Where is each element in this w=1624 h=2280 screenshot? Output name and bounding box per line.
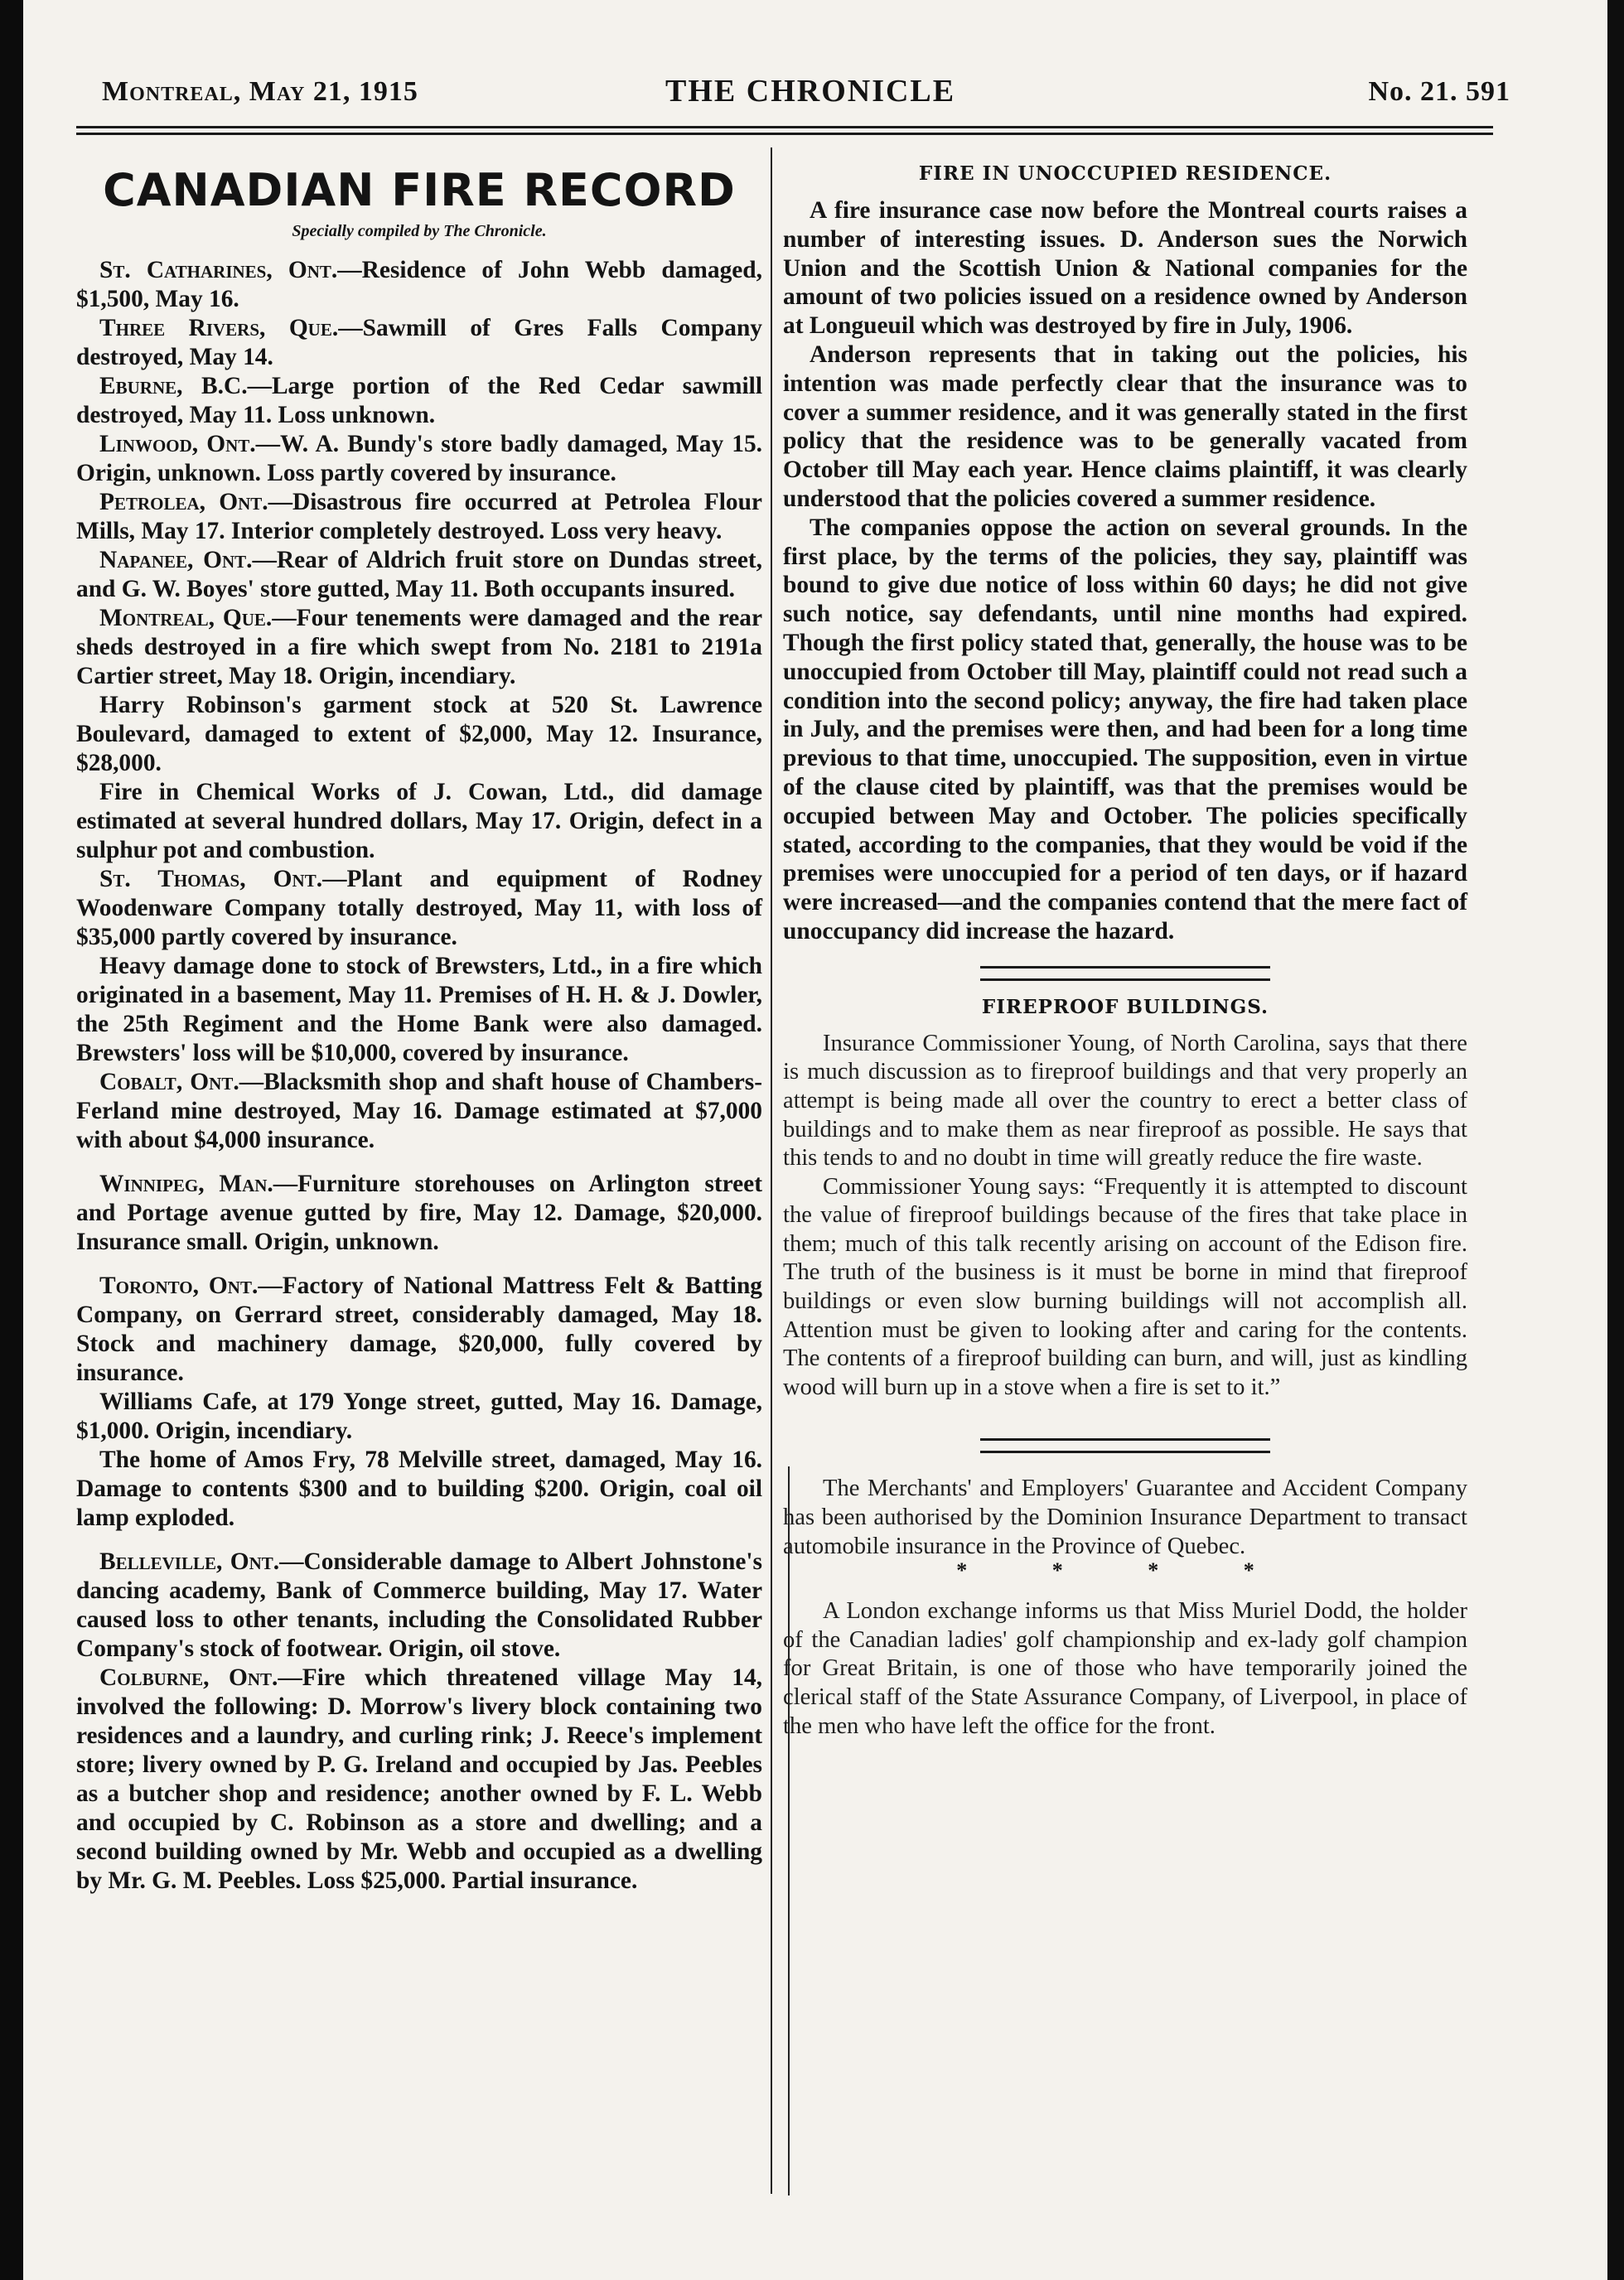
fire-record-item <box>76 1548 762 1664</box>
section-subtitle: Specially compiled by The Chronicle. <box>292 222 547 240</box>
article-paragraph: Anderson represents that in taking out the policies, his intention was made perfectly clear that the insurance was to cover a summer residence, and it was generally stated in the first policy that the residence was to be generally vacated from October till May each year. Hence claims plaintiff, it was clearly understood that the policies covered a summer residence. <box>783 341 1467 512</box>
item-text: Fire in Chemical Works of J. Cowan, Ltd., did damage estimated at several hundred dollars, May 17. Origin, defect in a sulphur pot and combustion. <box>76 779 762 863</box>
fire-record-item <box>76 488 762 546</box>
item-text: —Factory of National Mattress Felt & Batting Company, on Gerrard street, considerably damaged, May 18. Stock and machinery damage, $20,000, fully covered by insurance. <box>76 1273 762 1386</box>
column-divider <box>771 147 772 2194</box>
item-text: —Rear of Aldrich fruit store on Dundas street, and G. W. Boyes' store gutted, May 11. Both occupants insured. <box>76 547 762 602</box>
item-place: Napanee, Ont. <box>99 547 253 573</box>
article-paragraph: Insurance Commissioner Young, of North Carolina, says that there is much discussion as to fireproof buildings and that very properly an attempt is being made all over the country to erect a better class of buildings and to make them as near fireproof as possible. He says that this tends to and no doubt in time will greatly reduce the fire waste. <box>783 1030 1467 1171</box>
running-header <box>102 73 1510 116</box>
fire-record-item <box>76 256 762 314</box>
fire-record-item <box>76 865 762 952</box>
item-text: Heavy damage done to stock of Brewsters, Ltd., in a fire which originated in a basement, May 11. Premises of H. H. & J. Dowler, the 25th Regiment and the Home Bank were also damaged. Brewsters' loss will be $10,000, covered by insurance. <box>76 953 762 1066</box>
item-place: Petrolea, Ont. <box>99 489 268 515</box>
article-title-fireproof: FIREPROOF BUILDINGS. <box>981 995 1269 1018</box>
item-text: Williams Cafe, at 179 Yonge street, gutted, May 16. Damage, $1,000. Origin, incendiary. <box>76 1389 762 1444</box>
left-column <box>76 157 762 1896</box>
item-spacer <box>76 1257 762 1272</box>
article-title-unoccupied: FIRE IN UNOCCUPIED RESIDENCE. <box>918 162 1332 185</box>
fire-record-item <box>76 1170 762 1257</box>
fire-record-item <box>76 430 762 488</box>
item-place: Three Rivers, Que. <box>99 315 339 341</box>
note-paragraph: A London exchange informs us that Miss Muriel Dodd, the holder of the Canadian ladies' golf championship and ex-lady golf champion for Great Britain, is one of those who have temporarily joined the clerical staff of the State Assurance Company, of Liverpool, in place of the men who have left the office for the front. <box>783 1598 1467 1739</box>
fire-record-item <box>76 1446 762 1533</box>
section-divider <box>980 966 1270 981</box>
fire-record-item <box>76 372 762 430</box>
header-publication: THE CHRONICLE <box>665 74 956 109</box>
fire-record-item <box>76 952 762 1068</box>
item-place: St. Catharines, Ont. <box>99 257 338 283</box>
item-text: —Four tenements were damaged and the rear sheds destroyed in a fire which swept from No. 2181 to 2191a Cartier street, May 18. Origin, incendiary. <box>76 605 762 689</box>
item-spacer <box>76 1155 762 1170</box>
item-place: Colburne, Ont. <box>99 1664 278 1691</box>
note-paragraph: The Merchants' and Employers' Guarantee and Accident Company has been authorised by the Dominion Insurance Department to transact automobile insurance in the Province of Quebec. <box>783 1476 1467 1559</box>
item-place: Linwood, Ont. <box>99 431 256 457</box>
fire-record-item <box>76 778 762 865</box>
item-spacer <box>76 1533 762 1548</box>
asterisk-separator: * * * * <box>956 1558 1294 1583</box>
item-place: Montreal, Que. <box>99 605 273 631</box>
header-rule <box>76 126 1493 128</box>
right-column <box>783 162 1467 1741</box>
item-text: —W. A. Bundy's store badly damaged, May 15. Origin, unknown. Loss partly covered by insurance. <box>76 431 762 486</box>
item-text: The home of Amos Fry, 78 Melville street, damaged, May 16. Damage to contents $300 and to building $200. Origin, coal oil lamp exploded. <box>76 1447 762 1531</box>
item-text: —Sawmill of Gres Falls Company destroyed, May 14. <box>76 315 762 370</box>
item-text: —Furniture storehouses on Arlington street and Portage avenue gutted by fire, May 12. Damage, $20,000. Insurance small. Origin, unknown. <box>76 1171 762 1255</box>
item-text: —Plant and equipment of Rodney Woodenware Company totally destroyed, May 11, with loss of $35,000 partly covered by insurance. <box>76 866 763 950</box>
fire-record-item <box>76 546 762 604</box>
item-text: —Fire which threatened village May 14, involved the following: D. Morrow's livery block containing two residences and a laundry, and curling rink; J. Reece's implement store; livery owned by P. G. Ireland and occupied by Jas. Peebles as a butcher shop and residence; another owned by F. L. Webb and occupied by C. Robinson as a store and dwelling; and a second building owned by Mr. Webb and occupied as a dwelling by Mr. G. M. Peebles. Loss $25,000. Partial insurance. <box>76 1664 763 1894</box>
fire-record-item <box>76 1388 762 1446</box>
item-text: —Blacksmith shop and shaft house of Chambers-Ferland mine destroyed, May 16. Damage estimated at $7,000 with about $4,000 insurance. <box>76 1069 762 1153</box>
item-text: —Large portion of the Red Cedar sawmill destroyed, May 11. Loss unknown. <box>76 373 762 428</box>
fire-record-item <box>76 691 762 778</box>
item-place: Belleville, Ont. <box>99 1548 280 1575</box>
header-issue-page: No. 21. 591 <box>1368 76 1510 107</box>
item-place: Toronto, Ont. <box>99 1273 259 1299</box>
item-place: Eburne, B.C. <box>99 373 248 399</box>
item-text: Harry Robinson's garment stock at 520 St. Lawrence Boulevard, damaged to extent of $2,000, May 12. Insurance, $28,000. <box>76 692 762 776</box>
item-text: —Considerable damage to Albert Johnstone's dancing academy, Bank of Commerce building, May 17. Water caused loss to other tenants, including the Consolidated Rubber Company's stock of footwear. Origin, oil stove. <box>76 1548 762 1662</box>
article-paragraph: Commissioner Young says: “Frequently it is attempted to discount the value of fireproof buildings because of the fires that take place in them; much of this talk recently arising on account of the Edison fire. The truth of the business is it must be borne in mind that fireproof buildings or even slow burning buildings will not accomplish all. Attention must be given to looking after and caring for the contents. The contents of a fireproof building can burn, and will, just as kindling wood will burn up in a stove when a fire is set to it.” <box>783 1173 1467 1400</box>
header-dateline: Montreal, May 21, 1915 <box>102 76 418 107</box>
article-paragraph: The companies oppose the action on several grounds. In the first place, by the terms of the policies, they say, plaintiff was bound to give due notice of loss within 60 days; he did not give such notice, say defendants, until nine months had expired. Though the first policy stated that, generally, the house was to be unoccupied from October till May, plaintiff could not read such a condition into the second policy; anyway, the fire had taken place in July, and the premises were then, and had been for a long time previous to that time, unoccupied. The supposition, even in virtue of the clause cited by plaintiff, was that the premises would be occupied between May and October. The policies specifically stated, according to the companies, that they would be void if the premises were unoccupied for a period of ten days, or if hazard were increased—and the companies contend that the mere fact of unoccupancy did increase the hazard. <box>783 514 1467 944</box>
item-place: Winnipeg, Man. <box>99 1171 273 1197</box>
item-place: Cobalt, Ont. <box>99 1069 239 1095</box>
section-divider <box>980 1438 1270 1453</box>
article-paragraph: A fire insurance case now before the Montreal courts raises a number of interesting issues. D. Anderson sues the Norwich Union and the Scottish Union & National companies for the amount of two policies issued on a residence owned by Anderson at Longueuil which was destroyed by fire in July, 1906. <box>783 197 1467 340</box>
header-rule-2 <box>76 133 1493 135</box>
fire-record-item <box>76 1068 762 1155</box>
item-place: St. Thomas, Ont. <box>99 866 323 892</box>
item-text: —Residence of John Webb damaged, $1,500, May 16. <box>76 257 763 312</box>
fire-record-item <box>76 604 762 691</box>
item-text: —Disastrous fire occurred at Petrolea Flour Mills, May 17. Interior completely destroyed. Loss very heavy. <box>76 489 762 544</box>
fire-record-item <box>76 314 762 372</box>
fire-record-item <box>76 1272 762 1388</box>
fire-record-item <box>76 1664 762 1896</box>
fire-record-list <box>76 256 762 1896</box>
binding-edge <box>0 0 23 2280</box>
section-title: CANADIAN FIRE RECORD <box>103 164 736 216</box>
